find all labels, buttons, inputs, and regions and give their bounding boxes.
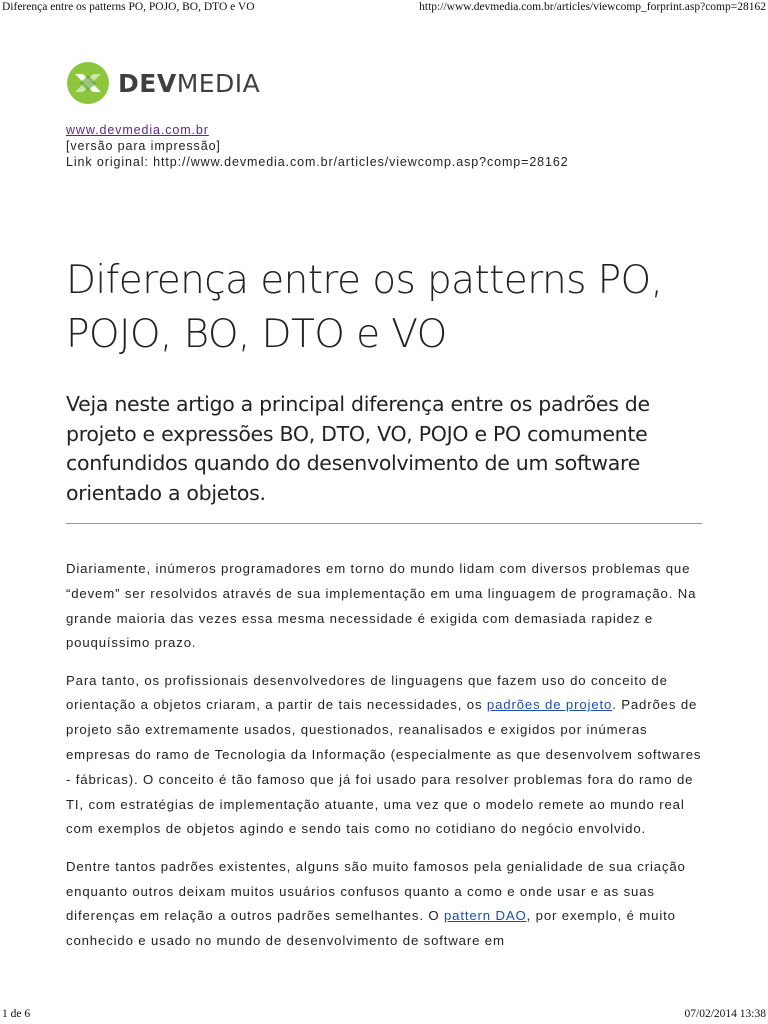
print-header-title: Diferença entre os patterns PO, POJO, BO, DTO e VO (2, 1, 255, 13)
paragraph-2-text-b: . Padrões de projeto são extremamente usados, questionados, reanalisados e exigidos por inúmeras empresas do ramo de Tecnologia da Informação (especialmente as que desenvolvem softwares - fábricas). O conceito é tão famoso que já foi usado para resolver problemas fora do ramo de TI, com estratégias de implementação atuante, uma vez que o modelo remete ao mundo real com exemplos de objetos agindo e sendo tais como no cotidiano do negócio envolvido. (66, 697, 702, 837)
article-title (66, 254, 716, 362)
paragraph-3-text-a: Dentre tantos padrões existentes, alguns são muito famosos pela genialidade de sua criação enquanto outros deixam muitos usuários confusos quanto a como e onde usar e as suas diferenças em relação a outros padrões semelhantes. O (66, 858, 686, 924)
print-header-url: http://www.devmedia.com.br/articles/viewcomp_forprint.asp?comp=28162 (419, 1, 766, 13)
paragraph-2-text-a: Para tanto, os profissionais desenvolvedores de linguagens que fazem uso do conceito de orientação a objetos criaram, a partir de tais necessidades, os (66, 672, 668, 713)
article-body (66, 557, 706, 966)
logo-text-light: MEDIA (176, 68, 261, 98)
print-datetime: 07/02/2014 13:38 (684, 1008, 766, 1020)
article-meta (66, 122, 569, 170)
print-footer (0, 1006, 768, 1024)
paragraph-2 (66, 669, 706, 843)
article-title-line1: Diferença entre os patterns PO, (66, 258, 663, 303)
devmedia-logo[interactable] (66, 61, 260, 105)
article-subtitle: Veja neste artigo a principal diferença entre os padrões de projeto e expressões BO, DTO, VO, POJO e PO comumente confundidos quando do desenvolvimento de um software orientado a objetos. (66, 392, 650, 505)
design-patterns-link[interactable]: padrões de projeto (486, 697, 613, 713)
pattern-dao-link[interactable]: pattern DAO (443, 908, 527, 924)
devmedia-logo-text (118, 68, 261, 98)
original-link: Link original: http://www.devmedia.com.br/articles/viewcomp.asp?comp=28162 (66, 155, 569, 169)
paragraph-3 (66, 855, 706, 954)
page-counter: 1 de 6 (2, 1008, 31, 1020)
devmedia-logo-icon (66, 61, 110, 105)
site-link[interactable]: www.devmedia.com.br (66, 123, 209, 137)
section-divider (66, 523, 702, 524)
paragraph-3-text-b: , por exemplo, é muito conhecido e usado no mundo de desenvolvimento de software em (66, 908, 676, 949)
print-header (0, 0, 768, 16)
logo-text-bold: DEV (118, 68, 177, 98)
paragraph-1: Diariamente, inúmeros programadores em torno do mundo lidam com diversos problemas que “devem” ser resolvidos através de sua implementação em uma linguagem de programação. Na grande maioria das vezes essa mesma necessidade é exigida com demasiada rapidez e pouquíssimo prazo. (66, 561, 697, 651)
print-version-label: [versão para impressão] (66, 139, 221, 153)
article-title-line2: POJO, BO, DTO e VO (66, 312, 447, 357)
